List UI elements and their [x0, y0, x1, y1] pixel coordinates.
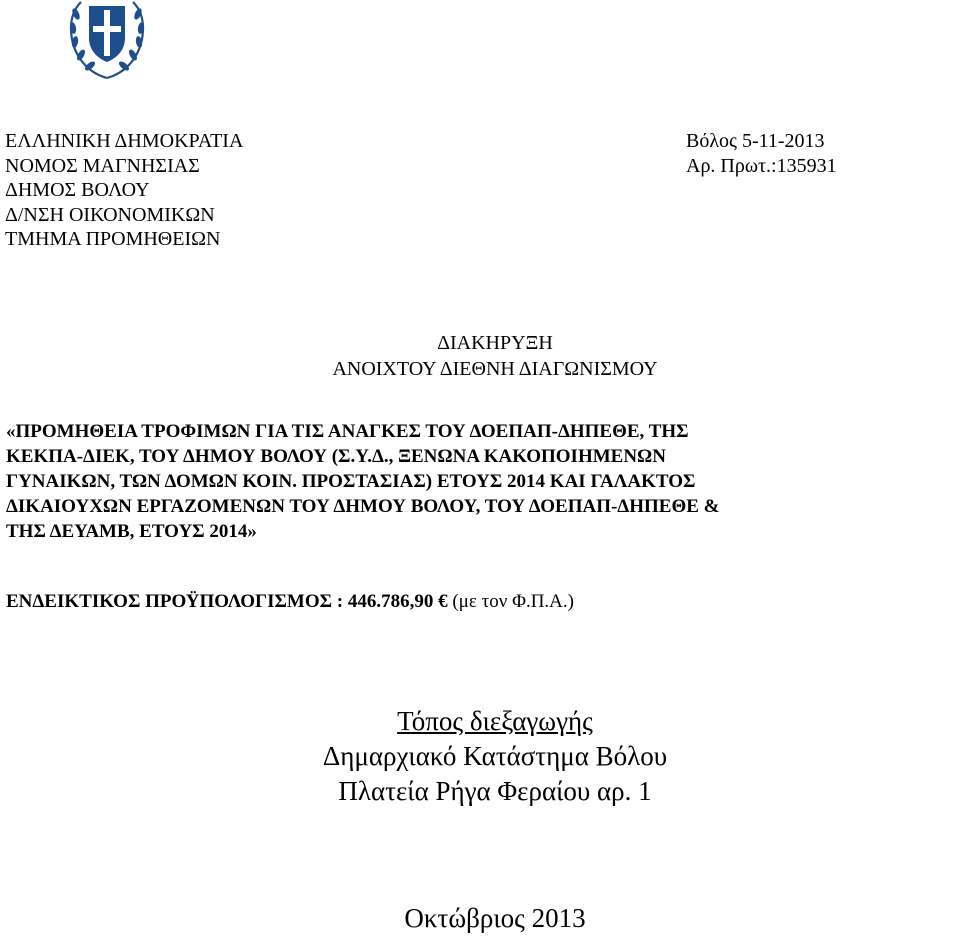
venue-name: Δημαρχιακό Κατάστημα Βόλου [322, 741, 668, 771]
reference-header [686, 129, 837, 178]
indicative-budget [6, 589, 574, 614]
description-line: «ΠΡΟΜΗΘΕΙΑ ΤΡΟΦΙΜΩΝ ΓΙΑ ΤΙΣ ΑΝΑΓΚΕΣ ΤΟΥ ΔΟΕΠΑΠ-ΔΗΠΕΘΕ, ΤΗΣ [6, 421, 689, 442]
footer-date: Οκτώβριος 2013 [404, 903, 586, 933]
issuer-line: ΕΛΛΗΝΙΚΗ ΔΗΜΟΚΡΑΤΙΑ [5, 130, 244, 152]
venue-block [0, 704, 960, 809]
venue-heading: Τόπος διεξαγωγής [397, 706, 593, 736]
issuer-line: Δ/ΝΣΗ ΟΙΚΟΝΟΜΙΚΩΝ [5, 203, 215, 226]
protocol-number: Αρ. Πρωτ.:135931 [686, 154, 837, 177]
issuer-header [5, 129, 243, 252]
title-line: ΔΙΑΚΗΡΥΞΗ [437, 332, 553, 354]
title-line: ΑΝΟΙΧΤΟΥ ΔΙΕΘΝΗ ΔΙΑΓΩΝΙΣΜΟΥ [332, 358, 658, 380]
issuer-line: ΔΗΜΟΣ ΒΟΛΟΥ [5, 179, 150, 201]
description-line: ΔΙΚΑΙΟΥΧΩΝ ΕΡΓΑΖΟΜΕΝΩΝ ΤΟΥ ΔΗΜΟΥ ΒΟΛΟΥ, ΤΟΥ ΔΟΕΠΑΠ-ΔΗΠΕΘΕ & [6, 496, 720, 517]
document-date: Βόλος 5-11-2013 [686, 130, 825, 152]
description-line: ΤΗΣ ΔΕΥΑΜΒ, ΕΤΟΥΣ 2014» [6, 521, 257, 542]
description-line: ΓΥΝΑΙΚΩΝ, ΤΩΝ ΔΟΜΩΝ ΚΟΙΝ. ΠΡΟΣΤΑΣΙΑΣ) ΕΤΟΥΣ 2014 ΚΑΙ ΓΑΛΑΚΤΟΣ [6, 471, 696, 492]
coat-of-arms-emblem [57, 0, 157, 80]
tender-description [6, 419, 960, 544]
budget-label: ΕΝΔΕΙΚΤΙΚΟΣ ΠΡΟΫΠΟΛΟΓΙΣΜΟΣ : 446.786,90 € [6, 591, 448, 612]
description-line: ΚΕΚΠΑ-ΔΙΕΚ, ΤΟΥ ΔΗΜΟΥ ΒΟΛΟΥ (Σ.Υ.Δ., ΞΕΝΩΝΑ ΚΑΚΟΠΟΙΗΜΕΝΩΝ [6, 446, 666, 467]
issuer-line: ΤΜΗΜΑ ΠΡΟΜΗΘΕΙΩΝ [5, 228, 221, 250]
issuer-line: ΝΟΜΟΣ ΜΑΓΝΗΣΙΑΣ [5, 154, 200, 177]
document-title [0, 330, 960, 382]
budget-note: (με τον Φ.Π.Α.) [447, 591, 574, 612]
venue-address: Πλατεία Ρήγα Φεραίου αρ. 1 [338, 776, 652, 806]
